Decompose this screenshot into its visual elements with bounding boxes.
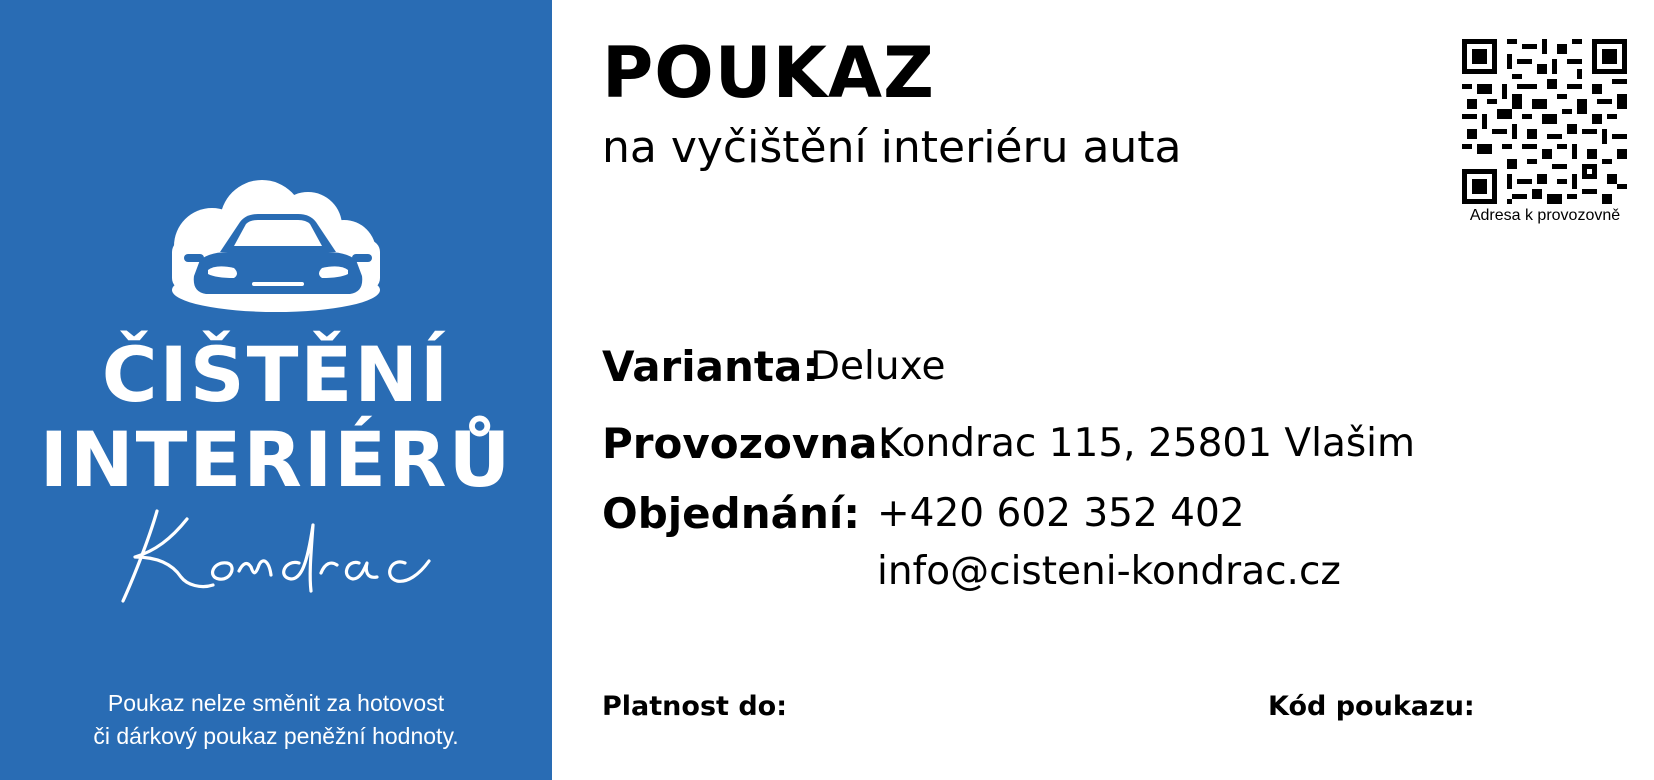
order-label: Objednání:	[602, 489, 861, 538]
validity-label: Platnost do:	[602, 691, 787, 722]
qr-code-icon	[1462, 39, 1627, 204]
qr-caption: Adresa k provozovně	[1469, 207, 1621, 224]
voucher-title: POUKAZ	[602, 32, 935, 114]
variant-label: Varianta:	[602, 342, 820, 391]
brand-panel	[0, 0, 552, 780]
phone-number: +420 602 352 402	[877, 491, 1245, 536]
location-value: Kondrac 115, 25801 Vlašim	[878, 421, 1415, 466]
kondrac-signature-logo	[115, 505, 435, 605]
brand-title-line-1: ČIŠTĚNÍ	[101, 330, 451, 419]
location-label: Provozovna:	[602, 419, 895, 468]
brand-title-line-2: INTERIÉRŮ	[39, 415, 513, 504]
disclaimer-line-1: Poukaz nelze směnit za hotovost	[107, 690, 445, 716]
voucher-subtitle: na vyčištění interiéru auta	[602, 122, 1182, 173]
voucher-code-label: Kód poukazu:	[1268, 691, 1475, 722]
disclaimer-line-2: či dárkový poukaz peněžní hodnoty.	[93, 723, 459, 749]
cloud-car-icon	[150, 180, 400, 330]
email-address: info@cisteni-kondrac.cz	[877, 549, 1341, 594]
variant-value: Deluxe	[810, 344, 946, 389]
